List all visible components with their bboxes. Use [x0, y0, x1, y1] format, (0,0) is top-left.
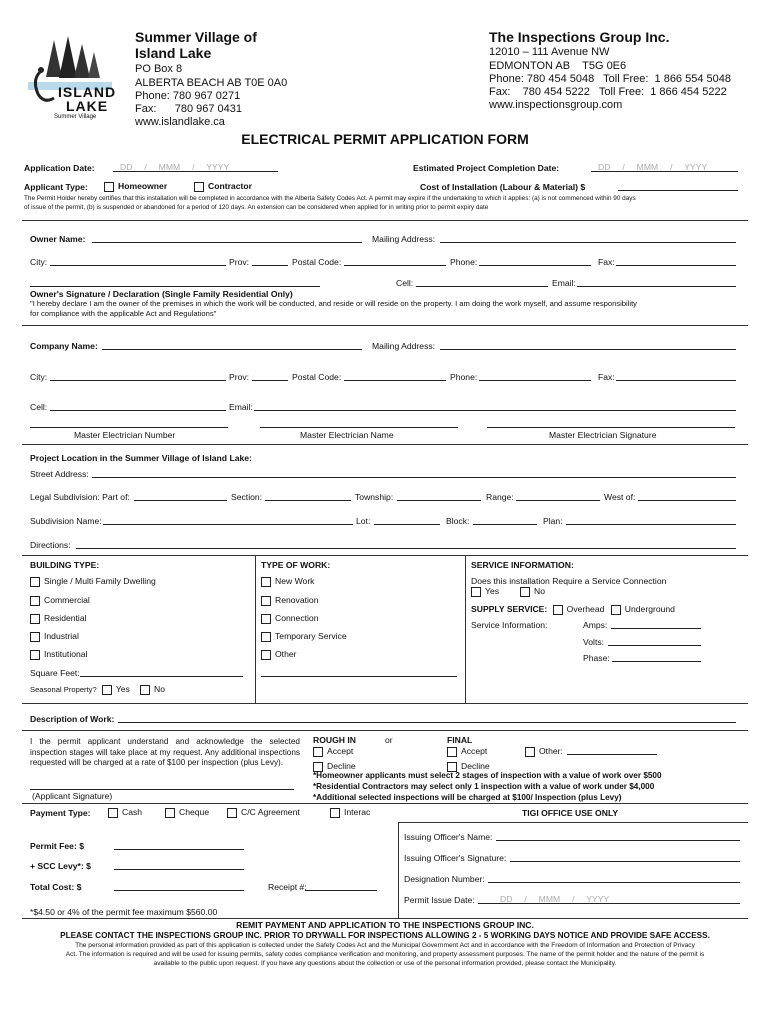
section-field[interactable] — [265, 491, 351, 501]
building-type-option[interactable] — [30, 649, 87, 660]
service-info-label: Service Information: — [471, 620, 548, 630]
designation-number-field[interactable] — [488, 873, 740, 883]
option-label: Renovation — [275, 595, 319, 605]
me-number-field[interactable] — [30, 418, 228, 428]
project-location-title: Project Location in the Summer Village of Island Lake: — [30, 453, 252, 463]
applicant-signature-field[interactable] — [30, 780, 294, 790]
tigi-addr-2: EDMONTON AB T5G 0E6 — [489, 60, 627, 72]
owner-fax-field[interactable] — [616, 256, 736, 266]
owner-declaration-1: "I hereby declare I am the owner of the premises in which the work will be conducted, and reside or will reside on the property. I am doing the work myself, and assume responsibility — [30, 299, 637, 308]
type-of-work-option[interactable] — [261, 576, 314, 587]
type-of-work-option[interactable] — [261, 595, 318, 606]
checkbox[interactable] — [330, 808, 340, 818]
option-label: Accept — [461, 746, 488, 756]
square-feet-label: Square Feet: — [30, 668, 80, 678]
legal-subdivision-field[interactable] — [134, 491, 227, 501]
applicant-type-label: Applicant Type: — [24, 182, 88, 192]
service-yes-option[interactable] — [471, 586, 499, 597]
volts-label: Volts: — [583, 637, 605, 647]
checkbox[interactable] — [227, 808, 237, 818]
owner-declaration-2: for compliance with the applicable Act and Regulations" — [30, 309, 217, 318]
company-mailing-label: Mailing Address: — [372, 341, 436, 351]
final-label: FINAL — [447, 735, 473, 745]
lot-label: Lot: — [356, 516, 371, 526]
plan-label: Plan: — [543, 516, 563, 526]
svil-web[interactable]: www.islandlake.ca — [135, 116, 225, 128]
amps-label: Amps: — [583, 620, 608, 630]
company-city-field[interactable] — [50, 371, 226, 381]
office-use-title: TIGI OFFICE USE ONLY — [522, 808, 619, 818]
svil-phone: Phone: 780 967 0271 — [135, 90, 241, 102]
option-label: New Work — [275, 576, 315, 586]
remit-notice: REMIT PAYMENT AND APPLICATION TO THE INSPECTIONS GROUP INC. — [236, 920, 534, 930]
owner-prov-label: Prov: — [229, 257, 250, 267]
final-other-field[interactable] — [567, 745, 657, 755]
owner-phone-label: Phone: — [450, 257, 478, 267]
supply-service-row — [471, 604, 675, 615]
levy-note: *$4.50 or 4% of the permit fee maximum $560.00 — [30, 907, 218, 917]
option-label: Accept — [327, 746, 354, 756]
underground-checkbox[interactable] — [611, 605, 621, 615]
island-lake-logo — [24, 32, 116, 124]
overhead-label: Overhead — [566, 604, 605, 614]
overhead-checkbox[interactable] — [553, 605, 563, 615]
checkbox[interactable] — [261, 596, 271, 606]
owner-city-field[interactable] — [50, 256, 226, 266]
est-completion-label: Estimated Project Completion Date: — [413, 163, 560, 173]
amps-field[interactable] — [611, 619, 701, 629]
checkbox[interactable] — [108, 808, 118, 818]
final-other-option[interactable] — [525, 746, 563, 757]
phase-label: Phase: — [583, 653, 610, 663]
form-title: ELECTRICAL PERMIT APPLICATION FORM — [241, 131, 529, 147]
permit-fee-label: Permit Fee: $ — [30, 841, 84, 851]
description-of-work-field[interactable] — [118, 713, 736, 723]
range-field[interactable] — [516, 491, 600, 501]
seasonal-yes-checkbox[interactable] — [102, 685, 112, 695]
company-email-field[interactable] — [254, 401, 736, 411]
payment-type-label: Payment Type: — [30, 808, 91, 818]
total-cost-label: Total Cost: $ — [30, 882, 82, 892]
service-info-title: SERVICE INFORMATION: — [471, 560, 574, 570]
issuing-officer-name-label: Issuing Officer's Name: — [404, 832, 493, 842]
subdivision-name-label: Subdivision Name: — [30, 516, 102, 526]
company-prov-field[interactable] — [252, 371, 288, 381]
privacy-text-3: available to the public upon request. If you have any questions about the collection or use of the personal information provided, please contact the Municipality. — [153, 960, 617, 967]
owner-phone-field[interactable] — [479, 256, 591, 266]
checkbox[interactable] — [30, 577, 40, 587]
option-label: C/C Agreement — [241, 807, 300, 817]
township-label: Township: — [355, 492, 394, 502]
other-work-field[interactable] — [261, 667, 457, 677]
owner-prov-field[interactable] — [252, 256, 288, 266]
checkbox[interactable] — [261, 614, 271, 624]
receipt-label: Receipt #: — [268, 882, 307, 892]
me-name-label: Master Electrician Name — [300, 430, 394, 440]
west-of-label: West of: — [604, 492, 636, 502]
logo-text-lake: LAKE — [66, 98, 109, 114]
tigi-web[interactable]: www.inspectionsgroup.com — [489, 99, 623, 111]
applicant-signature-label: (Applicant Signature) — [32, 791, 113, 801]
option-label: Decline — [461, 761, 490, 771]
range-label: Range: — [486, 492, 514, 502]
receipt-field[interactable] — [305, 881, 377, 891]
company-fax-label: Fax: — [598, 372, 615, 382]
option-label: Yes — [485, 586, 500, 596]
company-phone-label: Phone: — [450, 372, 478, 382]
contractor-checkbox[interactable] — [194, 182, 204, 192]
cash-option[interactable] — [108, 807, 142, 818]
company-phone-field[interactable] — [479, 371, 591, 381]
option-label: Connection — [275, 613, 319, 623]
lot-field[interactable] — [374, 515, 440, 525]
permit-fee-field[interactable] — [114, 840, 244, 850]
volts-field[interactable] — [608, 636, 701, 646]
contractor-option[interactable] — [194, 181, 252, 192]
underground-label: Underground — [624, 604, 675, 614]
svil-addr-1: PO Box 8 — [135, 63, 183, 75]
street-address-label: Street Address: — [30, 469, 89, 479]
issue-date-placeholder: DD / MMM / YYYY — [500, 894, 610, 904]
west-of-field[interactable] — [638, 491, 736, 501]
legal-subdivision-label: Legal Subdivision: Part of: — [30, 492, 130, 502]
owner-mailing-field[interactable] — [440, 233, 736, 243]
company-postal-field[interactable] — [344, 371, 446, 381]
tigi-fax: Fax: 780 454 5222 Toll Free: 1 866 454 5222 — [489, 86, 727, 98]
option-label: Industrial — [44, 631, 79, 641]
or-label: or — [385, 735, 393, 745]
checkbox[interactable] — [261, 650, 271, 660]
checkbox[interactable] — [447, 747, 457, 757]
certification-text-1: The Permit Holder hereby certifies that this installation will be completed in accordance with the Alberta Safety Codes Act. A permit may expire if the undertaking to which it applies: (a) is not commenced within 90 days — [24, 195, 636, 202]
option-label: Commercial — [44, 595, 90, 605]
option-label: Single / Multi Family Dwelling — [44, 576, 156, 586]
owner-city-label: City: — [30, 257, 48, 267]
block-field[interactable] — [473, 515, 537, 525]
option-label: Temporary Service — [275, 631, 347, 641]
certification-text-2: of issue of the permit, (b) is suspended or abandoned for a period of 120 days. An extension can be considered when applied for in writing prior to permit expiry date — [24, 204, 489, 211]
inspection-note-3: *Additional selected inspections will be charged at $100/ Inspection (plus Levy) — [313, 793, 622, 802]
checkbox[interactable] — [520, 587, 530, 597]
checkbox[interactable] — [313, 747, 323, 757]
tigi-name: The Inspections Group Inc. — [489, 29, 670, 45]
service-no-option[interactable] — [520, 586, 545, 597]
service-connection-question: Does this installation Require a Service Connection — [471, 576, 667, 586]
company-name-field[interactable] — [102, 340, 362, 350]
owner-mailing-label: Mailing Address: — [372, 234, 436, 244]
company-email-label: Email: — [229, 402, 253, 412]
owner-postal-label: Postal Code: — [292, 257, 342, 267]
street-address-field[interactable] — [92, 468, 736, 478]
company-mailing-field[interactable] — [440, 340, 736, 350]
building-type-title: BUILDING TYPE: — [30, 560, 100, 570]
contractor-label: Contractor — [208, 181, 252, 191]
plan-field[interactable] — [566, 515, 736, 525]
tigi-phone: Phone: 780 454 5048 Toll Free: 1 866 554 5048 — [489, 73, 731, 85]
owner-cell-field[interactable] — [416, 277, 548, 287]
directions-label: Directions: — [30, 540, 71, 550]
company-prov-label: Prov: — [229, 372, 250, 382]
section-label: Section: — [231, 492, 263, 502]
company-cell-field[interactable] — [50, 401, 226, 411]
owner-email-field[interactable] — [577, 277, 736, 287]
checkbox[interactable] — [525, 747, 535, 757]
option-label: Decline — [327, 761, 356, 771]
option-label: No — [534, 586, 545, 596]
svil-addr-2: ALBERTA BEACH AB T0E 0A0 — [135, 77, 288, 89]
checkbox[interactable] — [30, 596, 40, 606]
owner-postal-field[interactable] — [344, 256, 446, 266]
option-label: Residential — [44, 613, 87, 623]
designation-number-label: Designation Number: — [404, 874, 485, 884]
owner-email-label: Email: — [552, 278, 576, 288]
issuing-officer-name-field[interactable] — [496, 831, 740, 841]
subdivision-name-field[interactable] — [103, 515, 353, 525]
checkbox[interactable] — [30, 650, 40, 660]
checkbox[interactable] — [471, 587, 481, 597]
company-cell-label: Cell: — [30, 402, 48, 412]
option-label: Institutional — [44, 649, 88, 659]
cheque-option[interactable] — [165, 807, 209, 818]
building-type-option[interactable] — [30, 613, 87, 624]
option-label: Other — [275, 649, 297, 659]
option-label: Cash — [122, 807, 143, 817]
company-name-label: Company Name: — [30, 341, 98, 351]
interac-option[interactable] — [330, 807, 370, 818]
type-of-work-title: TYPE OF WORK: — [261, 560, 331, 570]
est-completion-placeholder: DD / MMM / YYYY — [598, 162, 708, 172]
permit-acknowledgement: I the permit applicant understand and acknowledge the selected inspection stages will take place at my request. Any additional inspections requested will be charged at a rate of $100 per inspection (plus Levy). — [30, 737, 300, 768]
privacy-text-1: The personal information provided as part of this application is collected under the Safety Codes Act and the Municipal Government Act and in accordance with the Freedom of Information and Protection of Privacy — [75, 942, 695, 949]
me-signature-field[interactable] — [487, 418, 735, 428]
option-label: Other: — [539, 746, 563, 756]
me-signature-label: Master Electrician Signature — [549, 430, 657, 440]
owner-signature-field[interactable] — [30, 277, 320, 287]
privacy-text-2: Act. The information is required and will be used for issuing permits, safety codes compliance verification and monitoring, and property assessment purposes. The name of the permit holder and the nature of the permit is — [65, 951, 705, 958]
directions-field[interactable] — [76, 539, 736, 549]
seasonal-property-row — [30, 684, 165, 695]
homeowner-checkbox[interactable] — [104, 182, 114, 192]
company-postal-label: Postal Code: — [292, 372, 342, 382]
final-accept-option[interactable] — [447, 746, 487, 757]
owner-name-field[interactable] — [92, 233, 362, 243]
homeowner-label: Homeowner — [118, 181, 168, 191]
svil-name-1: Summer Village of — [135, 29, 257, 45]
homeowner-option[interactable] — [104, 181, 167, 192]
township-field[interactable] — [397, 491, 481, 501]
square-feet-field[interactable] — [80, 667, 243, 677]
seasonal-property-label: Seasonal Property? — [30, 685, 97, 694]
owner-cell-label: Cell: — [396, 278, 414, 288]
building-type-option[interactable] — [30, 576, 156, 587]
inspection-note-1: *Homeowner applicants must select 2 stages of inspection with a value of work over $500 — [313, 771, 662, 780]
logo-text-island: ISLAND — [58, 84, 117, 100]
option-label: Interac — [344, 807, 371, 817]
me-number-label: Master Electrician Number — [74, 430, 176, 440]
owner-fax-label: Fax: — [598, 257, 615, 267]
type-of-work-option[interactable] — [261, 631, 347, 642]
permit-issue-date-label: Permit Issue Date: — [404, 895, 475, 905]
app-date-placeholder: DD / MMM / YYYY — [120, 162, 230, 172]
svil-fax: Fax: 780 967 0431 — [135, 103, 243, 115]
supply-service-label: SUPPLY SERVICE: — [471, 604, 548, 614]
cc-option[interactable] — [227, 807, 300, 818]
owner-sig-title: Owner's Signature / Declaration (Single Family Residential Only) — [30, 289, 293, 299]
seasonal-no-checkbox[interactable] — [140, 685, 150, 695]
description-of-work-label: Description of Work: — [30, 714, 115, 724]
cost-field[interactable] — [618, 181, 738, 191]
seasonal-no-label: No — [153, 684, 165, 694]
checkbox[interactable] — [30, 632, 40, 642]
option-label: Cheque — [179, 807, 210, 817]
checkbox[interactable] — [261, 632, 271, 642]
checkbox[interactable] — [261, 577, 271, 587]
phase-field[interactable] — [612, 652, 701, 662]
seasonal-yes-label: Yes — [115, 684, 130, 694]
company-fax-field[interactable] — [616, 371, 736, 381]
type-of-work-option[interactable] — [261, 613, 318, 624]
checkbox[interactable] — [165, 808, 175, 818]
issuing-officer-signature-field[interactable] — [510, 852, 740, 862]
block-label: Block: — [446, 516, 470, 526]
app-date-label: Application Date: — [24, 163, 95, 173]
inspection-note-2: *Residential Contractors may select only 1 inspection with a value of work under $4,000 — [313, 782, 655, 791]
logo-subtext: Summer Village — [54, 114, 97, 120]
building-type-option[interactable] — [30, 595, 90, 606]
type-of-work-option[interactable] — [261, 649, 297, 660]
total-cost-field[interactable] — [114, 881, 244, 891]
owner-name-label: Owner Name: — [30, 234, 86, 244]
cost-label: Cost of Installation (Labour & Material) $ — [420, 182, 586, 192]
me-name-field[interactable] — [260, 418, 458, 428]
checkbox[interactable] — [30, 614, 40, 624]
building-type-option[interactable] — [30, 631, 79, 642]
tigi-addr-1: 12010 – 111 Avenue NW — [489, 46, 610, 58]
contact-notice: PLEASE CONTACT THE INSPECTIONS GROUP INC. PRIOR TO DRYWALL FOR INSPECTIONS ALLOWING 2 - 5 WORKING DAYS NOTICE AND PROVIDE SAFE ACCESS. — [60, 931, 710, 940]
svil-name-2: Island Lake — [135, 45, 212, 61]
scc-levy-field[interactable] — [114, 860, 244, 870]
scc-levy-label: + SCC Levy*: $ — [30, 861, 91, 871]
rough-in-label: ROUGH IN — [313, 735, 356, 745]
rough-accept-option[interactable] — [313, 746, 353, 757]
company-city-label: City: — [30, 372, 48, 382]
issuing-officer-signature-label: Issuing Officer's Signature: — [404, 853, 507, 863]
